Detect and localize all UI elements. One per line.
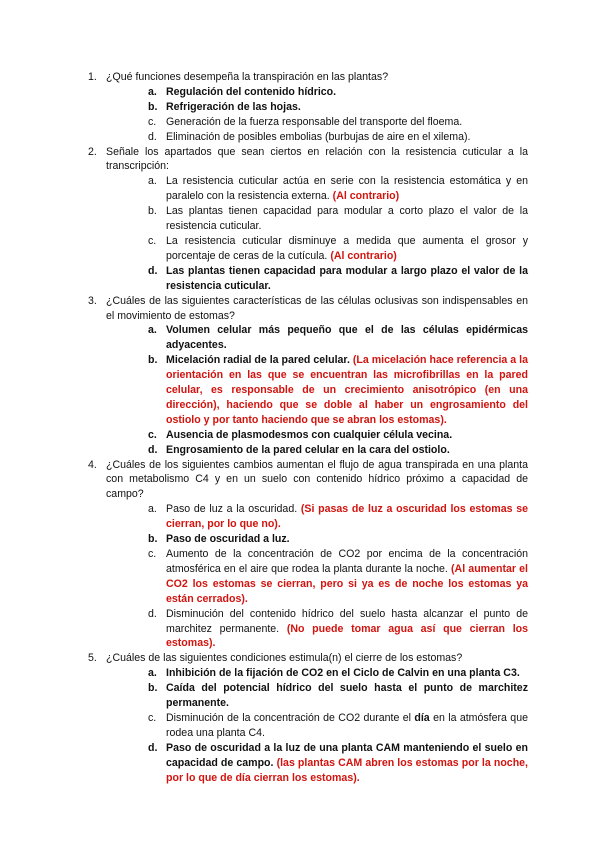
option-d (106, 264, 528, 294)
option-b (106, 681, 528, 711)
option-letter: a. (148, 667, 157, 680)
option-letter: c. (148, 115, 157, 128)
option-list (106, 323, 528, 457)
option-letter: d. (148, 607, 157, 620)
question-number: 4. (88, 458, 97, 471)
option-letter: a. (148, 503, 157, 516)
option-text: Paso de oscuridad a la luz de una planta CAM manteniendo el suelo en capacidad de campo. (166, 741, 528, 769)
option-text: Paso de luz a la oscuridad. (166, 503, 298, 516)
answer-note: (Al contrario) (332, 190, 400, 203)
option-text: Aumento de la concentración de CO2 por encima de la concentración atmosférica en el aire que rodea la planta durante la noche. (166, 548, 528, 575)
question-5 (84, 651, 528, 785)
option-letter: c. (148, 234, 157, 247)
option-b (106, 100, 528, 115)
option-letter: d. (148, 130, 157, 143)
option-a (106, 174, 528, 204)
option-text: Las plantas tienen capacidad para modular a largo plazo el valor de la resistencia cuticular. (166, 264, 528, 292)
option-text: Paso de oscuridad a luz. (166, 533, 290, 546)
option-text: Micelación radial de la pared celular. (166, 354, 350, 367)
option-text: Generación de la fuerza responsable del transporte del floema. (166, 115, 463, 128)
option-c (106, 234, 528, 264)
option-letter: a. (148, 324, 157, 337)
option-letter: b. (148, 205, 157, 218)
option-text: Refrigeración de las hojas. (166, 100, 301, 113)
option-letter: d. (148, 741, 158, 754)
option-letter: b. (148, 354, 158, 367)
question-text: ¿Qué funciones desempeña la transpiración en las plantas? (106, 71, 389, 83)
option-letter: d. (148, 443, 158, 456)
option-a (106, 666, 528, 681)
option-letter: b. (148, 533, 158, 546)
question-text: ¿Cuáles de las siguientes características de las células oclusivas son indispensables en el movimiento de estomas? (106, 294, 528, 322)
option-text: Disminución de la concentración de CO2 durante el (166, 711, 415, 724)
option-letter: b. (148, 100, 158, 113)
option-d (106, 130, 528, 145)
question-3 (84, 294, 528, 458)
option-letter: c. (148, 548, 157, 560)
question-list (84, 70, 528, 786)
option-letter: b. (148, 682, 158, 695)
option-c (106, 711, 528, 741)
answer-note: (Al aumentar el CO2 los estomas se cierran, pero si ya es de noche los estomas ya están cerrados). (166, 562, 528, 605)
option-c (106, 428, 528, 443)
option-list (106, 85, 528, 145)
option-b (106, 532, 528, 547)
option-text: La resistencia cuticular actúa en serie con la resistencia estomática y en paralelo con la resistencia externa. (166, 175, 528, 203)
answer-note: (No puede tomar agua así que cierran los estomas). (166, 622, 528, 650)
option-text: Eliminación de posibles embolias (burbujas de aire en el xilema). (166, 130, 471, 143)
option-letter: c. (148, 711, 157, 724)
option-text-emphasis: día (414, 711, 430, 724)
option-text: Engrosamiento de la pared celular en la cara del ostiolo. (166, 443, 450, 456)
option-text: Inhibición de la fijación de CO2 en el Ciclo de Calvin en una planta C3. (166, 667, 520, 680)
option-c (106, 547, 528, 607)
question-text: ¿Cuáles de los siguientes cambios aumentan el flujo de agua transpirada en una planta con metabolismo C4 y en un suelo con contenido hídrico próximo a capacidad de campo? (106, 458, 528, 501)
option-text: Las plantas tienen capacidad para modular a corto plazo el valor de la resistencia cuticular. (166, 205, 528, 233)
option-b (106, 204, 528, 234)
question-number: 2. (88, 145, 97, 158)
option-letter: a. (148, 85, 157, 98)
option-list (106, 502, 528, 651)
question-text: Señale los apartados que sean ciertos en relación con la resistencia cuticular a la transcripción: (106, 145, 528, 173)
answer-note: (La micelación hace referencia a la orientación en las que se encuentran las microfibrillas en la pared celular, es responsable de un crecimiento anisotrópico (en una dirección), haciendo que se doble al haber un engrosamiento del ostiolo y por tanto haciendo que se abran los estomas). (166, 354, 528, 426)
answer-note: (las plantas CAM abren los estomas por la noche, por lo que de día cierran los estomas). (166, 756, 529, 784)
option-list (106, 174, 528, 293)
question-2 (84, 145, 528, 294)
option-text: La resistencia cuticular disminuye a medida que aumenta el grosor y porcentaje de ceras de la cutícula. (166, 234, 528, 262)
answer-note: (Si pasas de luz a oscuridad los estomas se cierran, por lo que no). (166, 503, 528, 531)
option-text: Disminución del contenido hídrico del suelo hasta alcanzar el punto de marchitez permanente. (166, 607, 528, 635)
option-c (106, 115, 528, 130)
option-list (106, 666, 528, 785)
option-letter: d. (148, 264, 158, 277)
option-d (106, 443, 528, 458)
question-4 (84, 458, 528, 652)
option-letter: c. (148, 428, 157, 441)
option-a (106, 502, 528, 532)
option-b (106, 353, 528, 428)
option-a (106, 323, 528, 353)
question-text: ¿Cuáles de las siguientes condiciones estimula(n) el cierre de los estomas? (106, 652, 463, 665)
option-text: Caída del potencial hídrico del suelo hasta el punto de marchitez permanente. (166, 682, 528, 710)
question-number: 1. (88, 71, 97, 83)
option-d (106, 741, 528, 786)
option-d (106, 607, 528, 652)
option-text-end: en la atmósfera que rodea una planta C4. (166, 711, 528, 739)
option-letter: a. (148, 175, 157, 188)
option-text: Ausencia de plasmodesmos con cualquier célula vecina. (166, 428, 453, 441)
question-number: 3. (88, 294, 97, 307)
answer-note: (Al contrario) (330, 249, 397, 262)
option-a (106, 85, 528, 100)
question-1 (84, 70, 528, 145)
option-text: Volumen celular más pequeño que el de las células epidérmicas adyacentes. (166, 324, 528, 352)
question-number: 5. (88, 652, 97, 665)
option-text: Regulación del contenido hídrico. (166, 85, 337, 98)
